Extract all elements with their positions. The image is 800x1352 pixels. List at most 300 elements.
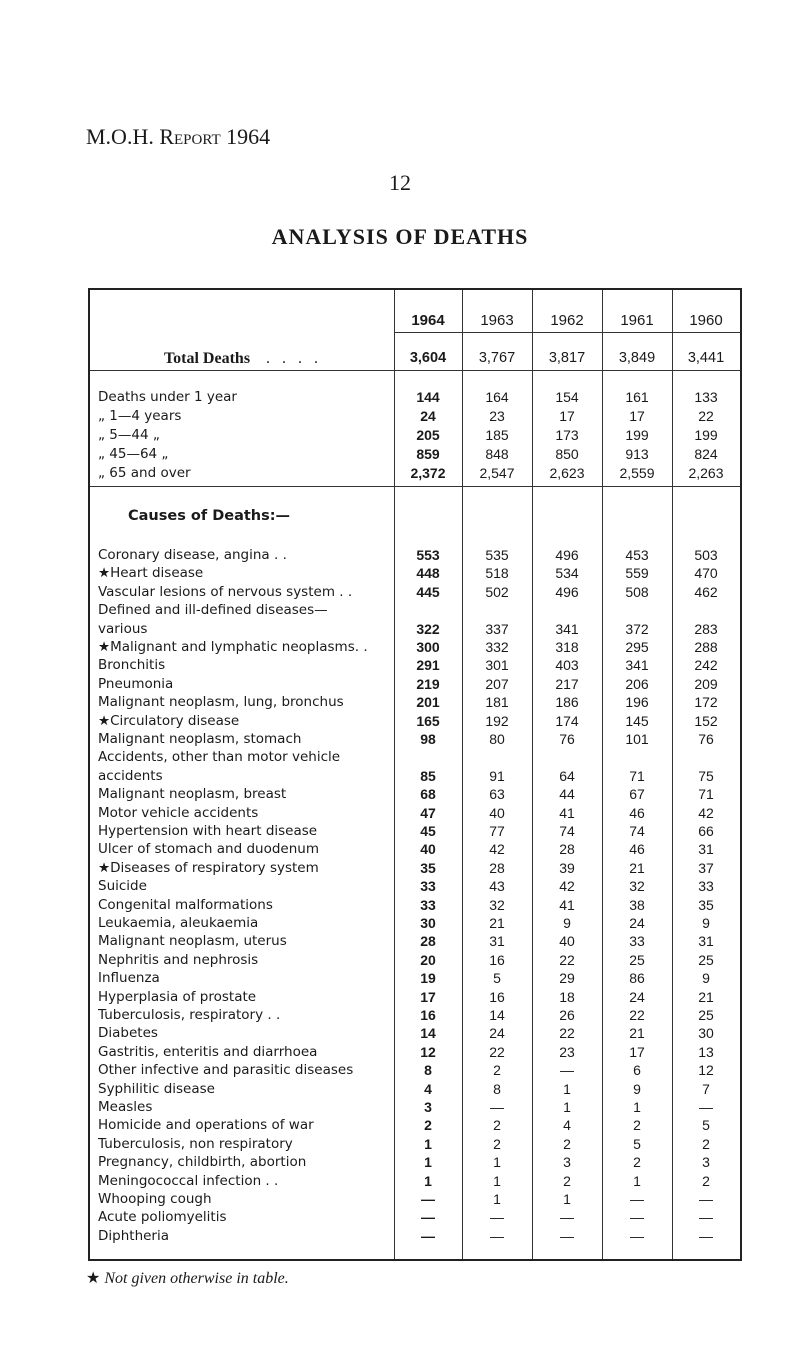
cell-1962: 850 xyxy=(555,446,579,462)
header-prefix: M.O.H. xyxy=(86,124,154,149)
cell-1961: 6 xyxy=(633,1062,641,1079)
cell-1964: 12 xyxy=(420,1043,436,1060)
cell-1964: 28 xyxy=(420,933,436,950)
cell-1963: 181 xyxy=(485,694,509,711)
cell-1963: 185 xyxy=(485,427,509,443)
cell-1960: 7 xyxy=(702,1080,710,1097)
cell-1960: 288 xyxy=(694,639,718,655)
cell-1960: 31 xyxy=(698,841,714,858)
row-label: Tuberculosis, non respiratory xyxy=(98,1135,293,1152)
row-label: „ 45—64 „ xyxy=(98,446,169,462)
table-row xyxy=(90,748,740,767)
table-row xyxy=(90,601,740,620)
cell-1964: 1 xyxy=(424,1135,432,1152)
cell-1960: 37 xyxy=(698,859,714,876)
table-row xyxy=(90,1080,740,1099)
cell-1961: 199 xyxy=(625,427,649,443)
table-row xyxy=(90,988,740,1007)
cell-1960: 22 xyxy=(698,408,714,424)
cell-1963: 43 xyxy=(489,878,505,895)
column-divider xyxy=(462,290,463,1259)
cell-1960: 2 xyxy=(702,1135,710,1152)
cell-1964: 85 xyxy=(420,767,436,784)
total-deaths-text: Total Deaths xyxy=(163,350,251,367)
column-divider xyxy=(672,290,673,1259)
cell-1963: 518 xyxy=(485,565,509,582)
table-row xyxy=(90,712,740,731)
total-value: 3,817 xyxy=(548,350,586,366)
cell-1963: 2 xyxy=(493,1117,501,1134)
row-label: Pregnancy, childbirth, abortion xyxy=(98,1154,307,1171)
cell-1961: 341 xyxy=(625,657,649,674)
cell-1961: 2 xyxy=(633,1117,641,1134)
table-row xyxy=(90,804,740,823)
cell-1963: 535 xyxy=(485,547,509,563)
cell-1964: 30 xyxy=(420,915,436,931)
table-row xyxy=(90,730,740,749)
cell-1964: 24 xyxy=(420,408,436,424)
table-row xyxy=(90,388,740,407)
cell-1962: 1 xyxy=(563,1080,571,1097)
cell-1961: 161 xyxy=(625,389,649,405)
cell-1964: 201 xyxy=(416,694,440,711)
table-row xyxy=(90,1153,740,1172)
cell-1963: 207 xyxy=(485,675,509,692)
row-label: Gastritis, enteritis and diarrhoea xyxy=(98,1043,318,1060)
footnote-text: Not given otherwise in table. xyxy=(104,1270,289,1287)
cell-1962: 341 xyxy=(555,620,579,637)
cell-1962: 154 xyxy=(555,389,579,405)
row-label: Tuberculosis, respiratory . . xyxy=(98,1007,281,1023)
cell-1963: 14 xyxy=(489,1007,505,1023)
cell-1963: 40 xyxy=(489,804,505,821)
cell-1962: — xyxy=(560,1062,574,1079)
cell-1960: 25 xyxy=(698,951,714,968)
row-label: Other infective and parasitic diseases xyxy=(98,1062,354,1079)
row-label: ★Malignant and lymphatic neoplasms. . xyxy=(98,639,368,655)
row-label: Malignant neoplasm, breast xyxy=(98,786,287,803)
cell-1963: 16 xyxy=(489,988,505,1005)
cell-1961: 1 xyxy=(633,1172,641,1189)
table-row xyxy=(90,859,740,878)
table-row xyxy=(90,583,740,602)
table-row xyxy=(90,1006,740,1025)
cell-1963: 22 xyxy=(489,1043,505,1060)
row-label: Congenital malformations xyxy=(98,896,273,913)
header-report-label: Report xyxy=(159,124,221,149)
cell-1962: 1 xyxy=(563,1191,571,1207)
cell-1963: 21 xyxy=(489,915,505,931)
row-label: Diabetes xyxy=(98,1025,158,1042)
total-value: 3,604 xyxy=(409,350,447,366)
cell-1962: 174 xyxy=(555,712,579,729)
year-header-1964: 1964 xyxy=(411,312,445,329)
table-row xyxy=(90,1172,740,1191)
cell-1962: 41 xyxy=(559,896,575,913)
table-row xyxy=(90,951,740,970)
cell-1962: 217 xyxy=(555,675,579,692)
cell-1964: 445 xyxy=(416,583,440,600)
cell-1961: 21 xyxy=(629,859,645,876)
cell-1960: 462 xyxy=(694,583,718,600)
cell-1960: 283 xyxy=(694,620,718,637)
cell-1964: 45 xyxy=(420,823,436,839)
row-label: „ 5—44 „ xyxy=(98,427,160,443)
cell-1961: 145 xyxy=(625,712,649,729)
row-label: Measles xyxy=(98,1099,153,1115)
cell-1964: 40 xyxy=(420,841,436,858)
row-label: ★Diseases of respiratory system xyxy=(98,859,319,876)
cell-1961: 17 xyxy=(629,1043,645,1060)
cell-1964: 17 xyxy=(420,988,436,1005)
cell-1962: 9 xyxy=(563,915,571,931)
cell-1964: 291 xyxy=(416,657,440,674)
deaths-table xyxy=(88,288,742,1261)
cell-1960: 31 xyxy=(698,933,714,950)
table-row xyxy=(90,675,740,694)
cell-1962: 17 xyxy=(559,408,575,424)
cell-1960: 35 xyxy=(698,896,714,913)
row-label: Motor vehicle accidents xyxy=(98,804,259,821)
page-number: 12 xyxy=(389,170,411,195)
cell-1964: 68 xyxy=(420,786,436,803)
cell-1961: 295 xyxy=(625,639,649,655)
cell-1960: 75 xyxy=(698,767,714,784)
cell-1962: 1 xyxy=(563,1099,571,1115)
column-divider xyxy=(602,290,603,1259)
cell-1960: — xyxy=(699,1227,713,1244)
row-label: Meningococcal infection . . xyxy=(98,1172,279,1189)
cell-1964: 33 xyxy=(420,878,436,895)
cell-1961: 9 xyxy=(633,1080,641,1097)
table-row xyxy=(90,546,740,565)
cell-1962: — xyxy=(560,1209,574,1226)
cell-1961: 24 xyxy=(629,915,645,931)
year-header-rule xyxy=(394,332,740,333)
cell-1960: 824 xyxy=(694,446,718,462)
row-label: Nephritis and nephrosis xyxy=(98,951,259,968)
cell-1960: 3 xyxy=(702,1154,710,1171)
table-row xyxy=(90,840,740,859)
row-label: Coronary disease, angina . . xyxy=(98,547,287,563)
row-label: Deaths under 1 year xyxy=(98,389,237,405)
total-value: 3,767 xyxy=(478,350,516,366)
cell-1964: — xyxy=(421,1227,435,1244)
cell-1962: 29 xyxy=(559,970,575,987)
cell-1962: — xyxy=(560,1227,574,1244)
cell-1963: 5 xyxy=(493,970,501,987)
cell-1960: — xyxy=(699,1209,713,1226)
cell-1961: 2 xyxy=(633,1154,641,1171)
cell-1960: 12 xyxy=(698,1062,714,1079)
year-header-1962: 1962 xyxy=(550,312,584,329)
table-row xyxy=(90,1024,740,1043)
table-row xyxy=(90,464,740,483)
year-header-1963: 1963 xyxy=(480,312,514,329)
row-label: ★Circulatory disease xyxy=(98,712,240,729)
cell-1962: 39 xyxy=(559,859,575,876)
cell-1963: 32 xyxy=(489,896,505,913)
table-row xyxy=(90,693,740,712)
cell-1962: 64 xyxy=(559,767,575,784)
cell-1963: 164 xyxy=(485,389,509,405)
cell-1961: 21 xyxy=(629,1025,645,1042)
cell-1960: 66 xyxy=(698,823,714,839)
table-row xyxy=(90,445,740,464)
cell-1962: 42 xyxy=(559,878,575,895)
cell-1960: 172 xyxy=(694,694,718,711)
cell-1960: 5 xyxy=(702,1117,710,1134)
cell-1960: 25 xyxy=(698,1007,714,1023)
cell-1963: 80 xyxy=(489,731,505,747)
table-row xyxy=(90,896,740,915)
cell-1961: 86 xyxy=(629,970,645,987)
cell-1962: 23 xyxy=(559,1043,575,1060)
year-header-1961: 1961 xyxy=(620,312,654,329)
cell-1961: 24 xyxy=(629,988,645,1005)
cell-1960: 242 xyxy=(694,657,718,674)
age-section-rule xyxy=(90,486,740,487)
cell-1962: 4 xyxy=(563,1117,571,1134)
cell-1964: 219 xyxy=(416,675,440,692)
table-row xyxy=(90,1061,740,1080)
footnote xyxy=(86,1268,289,1288)
table-row xyxy=(90,656,740,675)
cell-1964: 2 xyxy=(424,1117,432,1134)
cell-1963: 192 xyxy=(485,712,509,729)
cell-1962: 173 xyxy=(555,427,579,443)
cell-1962: 44 xyxy=(559,786,575,803)
cell-1963: 42 xyxy=(489,841,505,858)
row-label: „ 65 and over xyxy=(98,465,191,481)
cell-1964: 20 xyxy=(420,951,436,968)
cell-1964: 47 xyxy=(420,804,436,821)
table-row xyxy=(90,767,740,786)
cell-1961: — xyxy=(630,1209,644,1226)
table-row xyxy=(90,932,740,951)
cell-1963: 301 xyxy=(485,657,509,674)
row-label: Acute poliomyelitis xyxy=(98,1209,227,1226)
cell-1963: 16 xyxy=(489,951,505,968)
row-label: Hyperplasia of prostate xyxy=(98,988,257,1005)
table-row xyxy=(90,877,740,896)
cell-1963: — xyxy=(490,1227,504,1244)
cell-1960: 33 xyxy=(698,878,714,895)
cell-1961: 46 xyxy=(629,841,645,858)
cell-1964: 35 xyxy=(420,859,436,876)
cell-1961: 1 xyxy=(633,1099,641,1115)
row-label: Vascular lesions of nervous system . . xyxy=(98,583,353,600)
cell-1961: 101 xyxy=(625,731,649,747)
cell-1963: 2 xyxy=(493,1062,501,1079)
row-label: Malignant neoplasm, uterus xyxy=(98,933,287,950)
cell-1960: 9 xyxy=(702,915,710,931)
cell-1963: 1 xyxy=(493,1172,501,1189)
row-label: „ 1—4 years xyxy=(98,408,182,424)
cell-1963: 24 xyxy=(489,1025,505,1042)
cell-1964: 205 xyxy=(416,427,440,443)
cell-1961: 206 xyxy=(625,675,649,692)
row-label: various xyxy=(98,620,148,637)
row-label: Malignant neoplasm, lung, bronchus xyxy=(98,694,344,711)
total-value: 3,849 xyxy=(618,350,656,366)
table-row xyxy=(90,1116,740,1135)
cell-1960: 2 xyxy=(702,1172,710,1189)
table-row xyxy=(90,426,740,445)
cell-1963: 2 xyxy=(493,1135,501,1152)
cell-1961: 32 xyxy=(629,878,645,895)
cell-1961: 33 xyxy=(629,933,645,950)
cell-1964: 8 xyxy=(424,1062,432,1079)
row-label: Malignant neoplasm, stomach xyxy=(98,731,302,747)
cell-1961: — xyxy=(630,1191,644,1207)
cell-1964: 553 xyxy=(416,547,440,563)
table-row xyxy=(90,620,740,639)
cell-1963: 2,547 xyxy=(479,465,515,481)
cell-1960: 9 xyxy=(702,970,710,987)
cell-1962: 22 xyxy=(559,951,575,968)
cell-1960: 209 xyxy=(694,675,718,692)
cell-1962: 2 xyxy=(563,1135,571,1152)
cell-1960: 2,263 xyxy=(688,465,724,481)
cell-1961: 74 xyxy=(629,823,645,839)
cell-1963: 502 xyxy=(485,583,509,600)
cell-1960: 30 xyxy=(698,1025,714,1042)
cell-1961: 38 xyxy=(629,896,645,913)
cell-1963: 77 xyxy=(489,823,505,839)
cell-1962: 22 xyxy=(559,1025,575,1042)
cell-1963: 63 xyxy=(489,786,505,803)
cell-1964: 1 xyxy=(424,1172,432,1189)
cell-1962: 26 xyxy=(559,1007,575,1023)
row-label: Pneumonia xyxy=(98,675,174,692)
cell-1963: 1 xyxy=(493,1191,501,1207)
cell-1964: 144 xyxy=(416,389,440,405)
row-label: Ulcer of stomach and duodenum xyxy=(98,841,319,858)
cell-1961: 453 xyxy=(625,547,649,563)
total-value: 3,441 xyxy=(687,350,725,366)
cell-1961: 913 xyxy=(625,446,649,462)
column-divider xyxy=(394,290,395,1259)
cell-1961: 46 xyxy=(629,804,645,821)
page-title: ANALYSIS OF DEATHS xyxy=(271,224,529,249)
cell-1960: — xyxy=(699,1191,713,1207)
cell-1964: 14 xyxy=(420,1025,436,1042)
report-header xyxy=(86,124,270,150)
leader-dots: . . . . xyxy=(266,350,323,367)
cell-1961: 5 xyxy=(633,1135,641,1152)
total-deaths-label xyxy=(98,350,388,368)
cell-1960: 21 xyxy=(698,988,714,1005)
column-divider xyxy=(532,290,533,1259)
cell-1962: 496 xyxy=(555,547,579,563)
cell-1962: 3 xyxy=(563,1154,571,1171)
cell-1962: 28 xyxy=(559,841,575,858)
cell-1964: 4 xyxy=(424,1080,432,1097)
cell-1961: 22 xyxy=(629,1007,645,1023)
cell-1964: 98 xyxy=(420,731,436,747)
cell-1963: — xyxy=(490,1099,504,1115)
row-label: Influenza xyxy=(98,970,160,987)
row-label: Leukaemia, aleukaemia xyxy=(98,915,259,931)
cell-1963: 1 xyxy=(493,1154,501,1171)
cell-1964: 19 xyxy=(420,970,436,987)
cell-1963: 28 xyxy=(489,859,505,876)
cell-1961: 372 xyxy=(625,620,649,637)
cell-1961: — xyxy=(630,1227,644,1244)
table-row xyxy=(90,1190,740,1209)
table-row xyxy=(90,822,740,841)
table-row xyxy=(90,1098,740,1117)
row-label: Hypertension with heart disease xyxy=(98,823,318,839)
row-label: Homicide and operations of war xyxy=(98,1117,314,1134)
table-row xyxy=(90,407,740,426)
cell-1961: 71 xyxy=(629,767,645,784)
cell-1961: 508 xyxy=(625,583,649,600)
cell-1960: 13 xyxy=(698,1043,714,1060)
cell-1963: 8 xyxy=(493,1080,501,1097)
table-row xyxy=(90,638,740,657)
cell-1964: — xyxy=(421,1191,435,1207)
cell-1960: 470 xyxy=(694,565,718,582)
cell-1960: 152 xyxy=(694,712,718,729)
cell-1961: 2,559 xyxy=(619,465,655,481)
cell-1962: 403 xyxy=(555,657,579,674)
cell-1963: 332 xyxy=(485,639,509,655)
cell-1962: 2 xyxy=(563,1172,571,1189)
cell-1964: 33 xyxy=(420,896,436,913)
table-row xyxy=(90,564,740,583)
cell-1964: 448 xyxy=(416,565,440,582)
table-row xyxy=(90,1208,740,1227)
cell-1960: 76 xyxy=(698,731,714,747)
cell-1960: 503 xyxy=(694,547,718,563)
cell-1962: 76 xyxy=(559,731,575,747)
table-row xyxy=(90,1043,740,1062)
total-rule xyxy=(90,370,740,371)
cell-1961: 196 xyxy=(625,694,649,711)
row-label: accidents xyxy=(98,767,163,784)
header-year: 1964 xyxy=(226,124,271,149)
cell-1964: 2,372 xyxy=(410,465,446,481)
row-label: Accidents, other than motor vehicle xyxy=(98,749,341,766)
table-row xyxy=(90,1227,740,1246)
cell-1961: 25 xyxy=(629,951,645,968)
cell-1963: 31 xyxy=(489,933,505,950)
cell-1964: 322 xyxy=(416,620,440,637)
cell-1961: 559 xyxy=(625,565,649,582)
row-label: Defined and ill-defined diseases— xyxy=(98,602,328,619)
cell-1964: 16 xyxy=(420,1007,436,1023)
cell-1961: 17 xyxy=(629,408,645,424)
cell-1960: — xyxy=(699,1099,713,1115)
table-row xyxy=(90,785,740,804)
cell-1960: 71 xyxy=(698,786,714,803)
cell-1962: 74 xyxy=(559,823,575,839)
row-label: Diphtheria xyxy=(98,1227,170,1244)
table-row xyxy=(90,969,740,988)
cell-1960: 199 xyxy=(694,427,718,443)
row-label: Suicide xyxy=(98,878,147,895)
row-label: Bronchitis xyxy=(98,657,166,674)
cell-1963: 848 xyxy=(485,446,509,462)
year-header-1960: 1960 xyxy=(689,312,723,329)
cell-1964: 165 xyxy=(416,712,440,729)
cell-1962: 534 xyxy=(555,565,579,582)
cell-1960: 42 xyxy=(698,804,714,821)
cell-1964: 859 xyxy=(416,446,440,462)
cell-1963: 23 xyxy=(489,408,505,424)
